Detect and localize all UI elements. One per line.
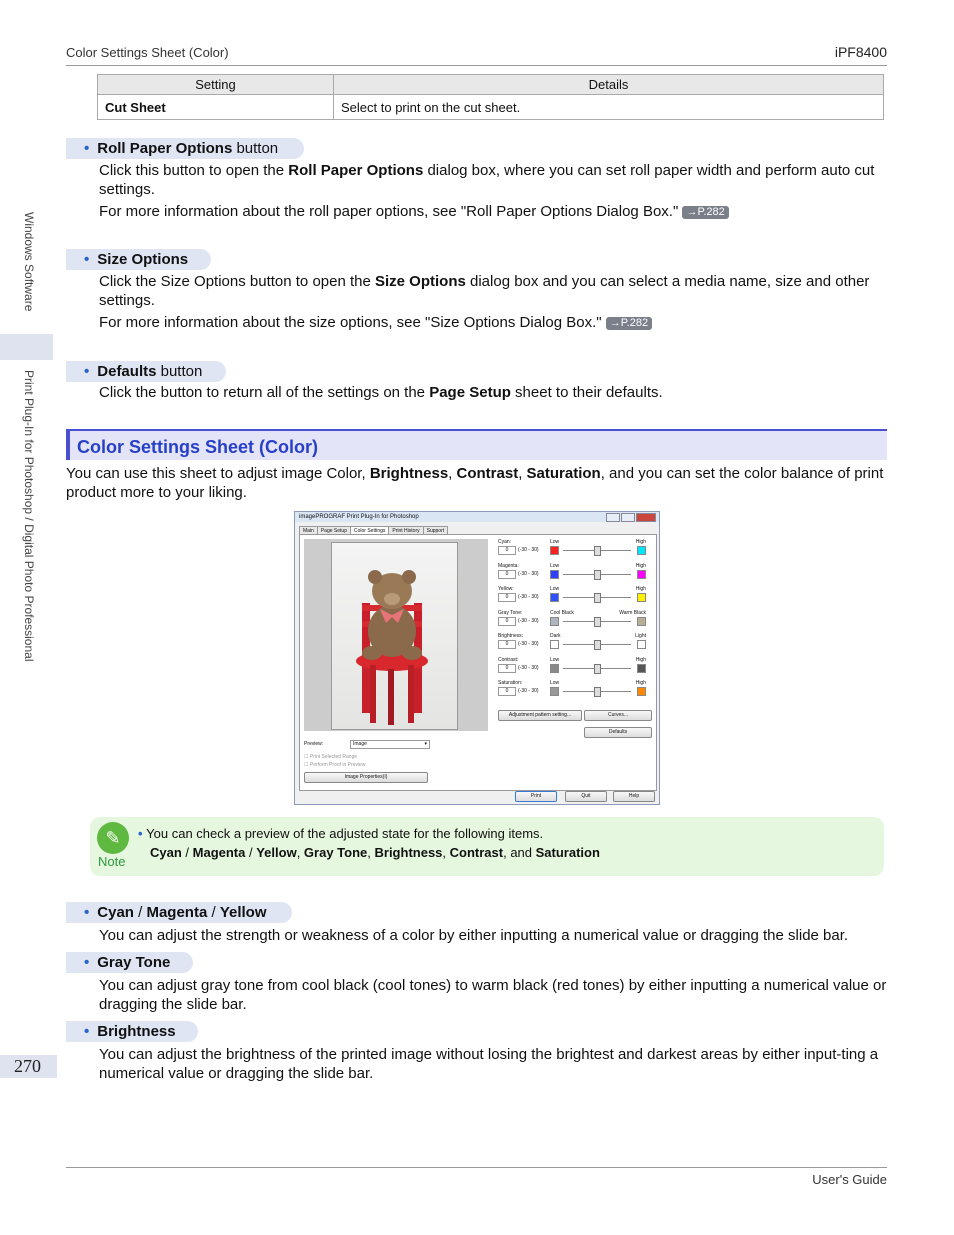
- row-label: Brightness:: [498, 633, 524, 639]
- tab-color-settings[interactable]: Color Settings: [350, 526, 389, 536]
- roll-paper-desc: Click this button to open the Roll Paper Options dialog box, where you can set roll paper width and perform auto cut settings.: [99, 162, 875, 198]
- low-swatch-icon: [550, 546, 559, 555]
- value-input[interactable]: 0: [498, 546, 516, 555]
- value-input[interactable]: 0: [498, 617, 516, 626]
- bullet-icon: •: [84, 363, 90, 380]
- range-label: (-30 - 30): [518, 547, 539, 553]
- teddy-bear-chair-image: [332, 543, 457, 729]
- item-heading-size-options: • Size Options: [66, 249, 211, 270]
- high-label: High: [635, 539, 646, 545]
- bullet-icon: •: [84, 954, 90, 971]
- dialog-title: imagePROGRAF Print Plug-In for Photoshop: [295, 512, 659, 522]
- color-adjust-row: [498, 633, 650, 653]
- range-label: (-30 - 30): [518, 664, 539, 671]
- tab-page-setup[interactable]: Page Setup: [317, 526, 351, 536]
- footer-text: User's Guide: [812, 1172, 887, 1187]
- note-line1: • You can check a preview of the adjusted state for the following items.: [138, 826, 544, 841]
- note-label: Note: [98, 854, 126, 869]
- row-label: Saturation:: [498, 680, 523, 686]
- low-label: Low: [550, 656, 560, 663]
- low-swatch-icon: [550, 593, 559, 602]
- defaults-button[interactable]: Defaults: [584, 727, 652, 738]
- preview-area: [304, 539, 488, 731]
- color-adjust-row: [498, 657, 650, 677]
- running-header-title: Color Settings Sheet (Color): [66, 45, 229, 60]
- color-adjust-row: [498, 680, 650, 700]
- preview-select[interactable]: Image ▾: [350, 740, 430, 749]
- tab-support[interactable]: Support: [423, 526, 449, 536]
- high-label: High: [635, 562, 646, 569]
- value-input[interactable]: 0: [498, 687, 516, 696]
- table-header-setting: Setting: [98, 75, 334, 95]
- preview-paper: [331, 542, 458, 730]
- high-swatch-icon: [637, 640, 646, 649]
- item-heading-defaults: • Defaults button: [66, 361, 226, 382]
- color-adjust-row: [498, 586, 650, 606]
- image-properties-button[interactable]: Image Properties(I): [304, 772, 428, 783]
- item-heading-gray-tone: • Gray Tone: [66, 952, 193, 973]
- range-label: (-30 - 30): [518, 688, 539, 694]
- row-label: Cyan:: [498, 539, 512, 545]
- tab-print-history[interactable]: Print History: [388, 526, 423, 536]
- pencil-check-icon: ✎: [97, 822, 129, 854]
- high-swatch-icon: [637, 570, 646, 579]
- sidebar-tab-marker: [0, 334, 53, 360]
- value-input[interactable]: 0: [498, 570, 516, 579]
- high-swatch-icon: [637, 546, 646, 555]
- color-adjust-row: [498, 563, 650, 583]
- roll-paper-more-info: For more information about the roll paper options, see "Roll Paper Options Dialog Box." →P.282: [99, 202, 887, 221]
- section-title: Color Settings Sheet (Color): [77, 437, 319, 457]
- table-cell-setting: Cut Sheet: [98, 95, 334, 120]
- item-heading-roll-paper: • Roll Paper Options button: [66, 138, 304, 159]
- low-label: Cool Black: [550, 609, 574, 616]
- value-input[interactable]: 0: [498, 640, 516, 649]
- color-adjust-row: [498, 610, 650, 630]
- high-swatch-icon: [637, 617, 646, 626]
- item-heading-brightness: • Brightness: [66, 1021, 198, 1042]
- bullet-icon: •: [84, 251, 90, 268]
- low-swatch-icon: [550, 570, 559, 579]
- row-label: Magenta:: [498, 562, 519, 569]
- row-label: Contrast:: [498, 656, 519, 663]
- dialog-screenshot: [294, 511, 660, 805]
- slider-thumb[interactable]: [594, 687, 601, 697]
- high-swatch-icon: [637, 593, 646, 602]
- size-options-more-info: For more information about the size options, see "Size Options Dialog Box." →P.282: [99, 313, 887, 332]
- low-label: Low: [550, 680, 560, 686]
- bullet-icon: •: [138, 826, 147, 841]
- tab-main[interactable]: Main: [299, 526, 318, 536]
- note-line2: Cyan / Magenta / Yellow, Gray Tone, Brightness, Contrast, and Saturation: [150, 845, 600, 860]
- high-label: High: [635, 656, 646, 663]
- slider-thumb[interactable]: [594, 640, 601, 650]
- high-label: Light: [635, 633, 646, 639]
- low-swatch-icon: [550, 617, 559, 626]
- range-label: (-30 - 30): [518, 570, 539, 577]
- minimize-icon[interactable]: [606, 513, 620, 522]
- curves-button[interactable]: Curves...: [584, 710, 652, 721]
- range-label: (-30 - 30): [518, 641, 539, 647]
- low-label: Low: [550, 586, 560, 592]
- high-label: Warm Black: [619, 609, 646, 616]
- value-input[interactable]: 0: [498, 593, 516, 602]
- window-controls: [606, 513, 656, 522]
- proof-preview-checkbox[interactable]: ☐ Perform Proof in Preview: [304, 762, 366, 768]
- sidebar-section-windows: Windows Software: [22, 212, 36, 312]
- high-label: High: [635, 586, 646, 592]
- slider-thumb[interactable]: [594, 617, 601, 627]
- settings-table: [97, 74, 884, 120]
- high-swatch-icon: [637, 687, 646, 696]
- range-label: (-30 - 30): [518, 617, 539, 624]
- page-reference-link[interactable]: →P.282: [606, 317, 652, 330]
- high-swatch-icon: [637, 664, 646, 673]
- preview-label: Preview:: [304, 741, 324, 747]
- brightness-desc: You can adjust the brightness of the printed image without losing the brightest and darkest areas by either input-ting a numerical value or dragging the slide bar.: [99, 1046, 879, 1082]
- running-header-model: iPF8400: [834, 44, 887, 60]
- slider-thumb[interactable]: [594, 570, 601, 580]
- chevron-down-icon: ▾: [424, 741, 427, 747]
- print-selected-range-checkbox[interactable]: ☐ Print Selected Range: [304, 754, 358, 760]
- table-row: [98, 95, 884, 120]
- low-label: Dark: [550, 633, 561, 639]
- range-label: (-30 - 30): [518, 594, 539, 600]
- value-input[interactable]: 0: [498, 664, 516, 673]
- low-label: Low: [550, 562, 560, 569]
- bullet-icon: •: [84, 904, 90, 921]
- maximize-icon[interactable]: [621, 513, 635, 522]
- low-swatch-icon: [550, 687, 559, 696]
- slider-thumb[interactable]: [594, 593, 601, 603]
- dialog-pane: [299, 534, 657, 791]
- table-header-details: Details: [334, 75, 884, 95]
- low-swatch-icon: [550, 640, 559, 649]
- size-options-desc: Click the Size Options button to open the Size Options dialog box and you can select a media name, size and other settings.: [99, 273, 870, 309]
- cmy-desc: You can adjust the strength or weakness of a color by either inputting a numerical value or dragging the slide bar.: [99, 927, 849, 944]
- help-button[interactable]: Help: [613, 791, 655, 802]
- slider-thumb[interactable]: [594, 664, 601, 674]
- footer-rule: [66, 1167, 887, 1168]
- high-label: High: [635, 680, 646, 686]
- gray-tone-desc: You can adjust gray tone from cool black (cool tones) to warm black (red tones) by either inputting a numerical value or dragging the slide bar.: [99, 977, 887, 1013]
- print-button[interactable]: Print: [515, 791, 557, 802]
- row-label: Gray Tone:: [498, 609, 523, 616]
- bullet-icon: •: [84, 140, 90, 157]
- low-swatch-icon: [550, 664, 559, 673]
- slider-thumb[interactable]: [594, 546, 601, 556]
- defaults-desc: Click the button to return all of the settings on the Page Setup sheet to their defaults.: [99, 384, 663, 401]
- adjustment-pattern-button[interactable]: Adjustment pattern setting...: [498, 710, 582, 721]
- page-number: 270: [14, 1056, 41, 1076]
- bullet-icon: •: [84, 1023, 90, 1040]
- color-adjust-row: [498, 539, 650, 559]
- row-label: Yellow:: [498, 586, 514, 592]
- quit-button[interactable]: Quit: [565, 791, 607, 802]
- table-cell-details: Select to print on the cut sheet.: [334, 95, 884, 120]
- sidebar-section-plugin: Print Plug-In for Photoshop / Digital Photo Professional: [22, 370, 36, 662]
- page-reference-link[interactable]: →P.282: [682, 206, 728, 219]
- item-heading-cmy: • Cyan / Magenta / Yellow: [66, 902, 292, 923]
- low-label: Low: [550, 539, 560, 545]
- close-icon[interactable]: [636, 513, 656, 522]
- section-intro: You can use this sheet to adjust image Color, Brightness, Contrast, Saturation, and you can set the color balance of print product more to your liking.: [66, 465, 884, 501]
- header-rule: [66, 65, 887, 66]
